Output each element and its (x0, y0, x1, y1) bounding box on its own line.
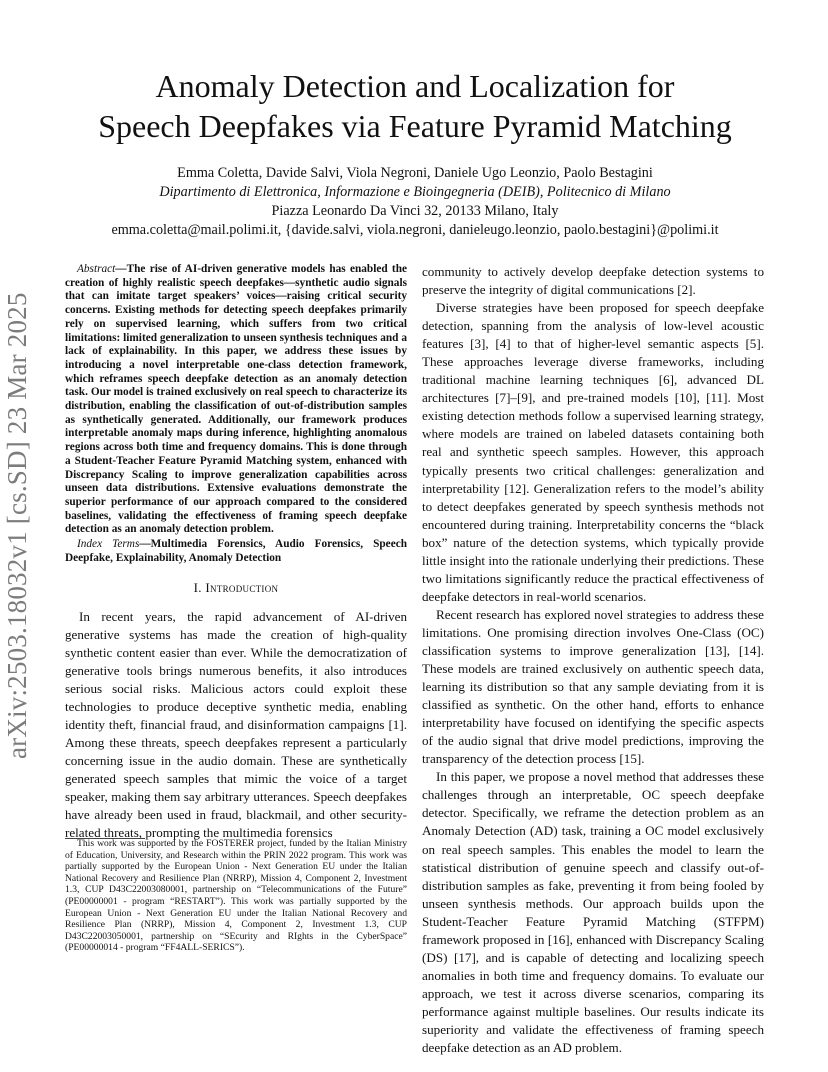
funding-footnote: This work was supported by the FOSTERER project, funded by the Italian Ministry of Education, University, and Research within the PRIN 2022 program. This work was partially supported by the European Union - Next Generation EU under the Italian National Recovery and Resilience Plan (NRRP), Mission 4, Component 2, Investment 1.3, CUP D43C22003080001, partnership on “Telecommunications of the Future” (PE00000001 - program “RESTART”). This work was partially supported by the European Union - Next Generation EU under the Italian National Recovery and Resilience Plan (NRRP), Mission 4, Component 2, Investment 1.3, CUP D43C22003050001, partnership on “SEcurity and RIghts in the CyberSpace” (PE00000014 - program “FF4ALL-SERICS”). (65, 838, 407, 954)
paper-title (60, 66, 770, 146)
title-line-1: Anomaly Detection and Localization for (155, 68, 675, 104)
title-line-2: Speech Deepfakes via Feature Pyramid Matching (98, 108, 732, 144)
index-terms-label: Index Terms (77, 538, 140, 551)
right-paragraph-3: In this paper, we propose a novel method that addresses these challenges through an interpretable, OC speech deepfake detector. Specifically, we reframe the detection problem as an Anomaly Detection (AD) task, training a OC model exclusively on real speech samples. This enables the model to learn the statistical distribution of genuine speech and classify out-of-distribution samples as fake, preventing it from being fooled by unseen synthesis methods. Our approach builds upon the Student-Teacher Feature Pyramid Matching (STFPM) framework proposed in [16], enhanced with Discrepancy Scaling (DS) [17], and is capable of detecting and localizing speech anomalies in both time and frequency domains. To evaluate our approach, we test it across diverse scenarios, comparing its performance against multiple baselines. Our results indicate its superiority and validate the effectiveness of framing speech deepfake detection as an AD problem. (422, 769, 764, 1056)
arxiv-identifier[interactable]: arXiv:2503.18032v1 [cs.SD] 23 Mar 2025 (2, 292, 32, 759)
left-column (65, 263, 407, 842)
abstract (65, 263, 407, 537)
right-paragraph-1: Diverse strategies have been proposed for speech deepfake detection, spanning from the analysis of low-level acoustic features [3], [4] to that of higher-level semantic aspects [5]. These approaches leverage diverse frameworks, including traditional machine learning techniques [6], advanced DL architectures [7]–[9], and pre-trained models [10], [11]. Most existing detection methods follow a supervised learning strategy, where models are trained on labeled datasets containing both real and synthetic speech samples. However, this approach typically presents two critical challenges: generalization and interpretability [12]. Generalization refers to the model’s ability to detect deepfakes generated by speech synthesis methods not encountered during training. Interpretability concerns the “black box” nature of the detection systems, which typically provide little insight into the rationale underlying their predictions. These two limitations significantly reduce the practical effectiveness of deepfake detectors in real-world scenarios. (422, 300, 764, 604)
abstract-text: —The rise of AI-driven generative models has enabled the creation of highly realistic speech deepfakes—synthetic audio signals that can imitate target speakers’ voices—raising critical security concerns. Existing methods for detecting speech deepfakes primarily rely on supervised learning, which suffers from two critical limitations: limited generalization to unseen synthesis techniques and a lack of explainability. In this paper, we address these issues by introducing a novel interpretable one-class detection framework, which reframes speech deepfake detection as an anomaly detection task. Our model is trained exclusively on real speech to characterize its distribution, enabling the classification of out-of-distribution samples as synthetically generated. Additionally, our framework produces interpretable anomaly maps during inference, highlighting anomalous regions across both time and frequency domains. This is done through a Student-Teacher Feature Pyramid Matching system, enhanced with Discrepancy Scaling to improve generalization capabilities across unseen data distributions. Extensive evaluations demonstrate the superior performance of our approach compared to the considered baselines, validating the effectiveness of framing speech deepfake detection as an anomaly detection problem. (65, 263, 407, 536)
author-names: Emma Coletta, Davide Salvi, Viola Negroni, Daniele Ugo Leonzio, Paolo Bestagini (177, 165, 653, 181)
affiliation: Dipartimento di Elettronica, Informazione e Bioingegneria (DEIB), Politecnico di Milano (159, 184, 671, 200)
right-paragraph-2: Recent research has explored novel strategies to address these limitations. One promising direction involves One-Class (OC) classification systems to improve generalization [13], [14]. These models are trained exclusively on authentic speech data, learning its distribution so that any sample deviating from it is classified as synthetic. On the other hand, efforts to enhance interpretability have focused on identifying the specific aspects of the audio signal that drive model predictions, improving the transparency of the detection process [15]. (422, 606, 764, 767)
author-block (60, 164, 770, 240)
index-terms (65, 538, 407, 565)
index-terms-text: —Multimedia Forensics, Audio Forensics, Speech Deepfake, Explainability, Anomaly Detection (65, 538, 407, 564)
author-emails: emma.coletta@mail.polimi.it, {davide.salvi, viola.negroni, danieleugo.leonzio, paolo.bestagini}@polimi.it (111, 222, 719, 238)
address: Piazza Leonardo Da Vinci 32, 20133 Milano, Italy (271, 203, 559, 219)
intro-paragraph-1: In recent years, the rapid advancement of AI-driven generative systems has made the creation of high-quality synthetic content easier than ever. While the democratization of generative tools brings numerous benefits, it also introduces serious social risks. Malicious actors could exploit these technologies to produce deceptive synthetic media, enabling identity theft, financial fraud, and disinformation campaigns [1]. Among these threats, speech deepfakes represent a particularly concerning issue in the audio domain. These are synthetically generated speech samples that mimic the voice of a target speaker, making them say arbitrary utterances. Speech deepfakes have already been used in fraud, blackmail, and other security-related threats, prompting the multimedia forensics (65, 608, 407, 841)
right-column (422, 263, 764, 1057)
right-paragraph-0: community to actively develop deepfake detection systems to preserve the integrity of digital communications [2]. (422, 264, 764, 298)
abstract-label: Abstract (77, 263, 116, 275)
section-heading: I. Introduction (193, 580, 279, 596)
